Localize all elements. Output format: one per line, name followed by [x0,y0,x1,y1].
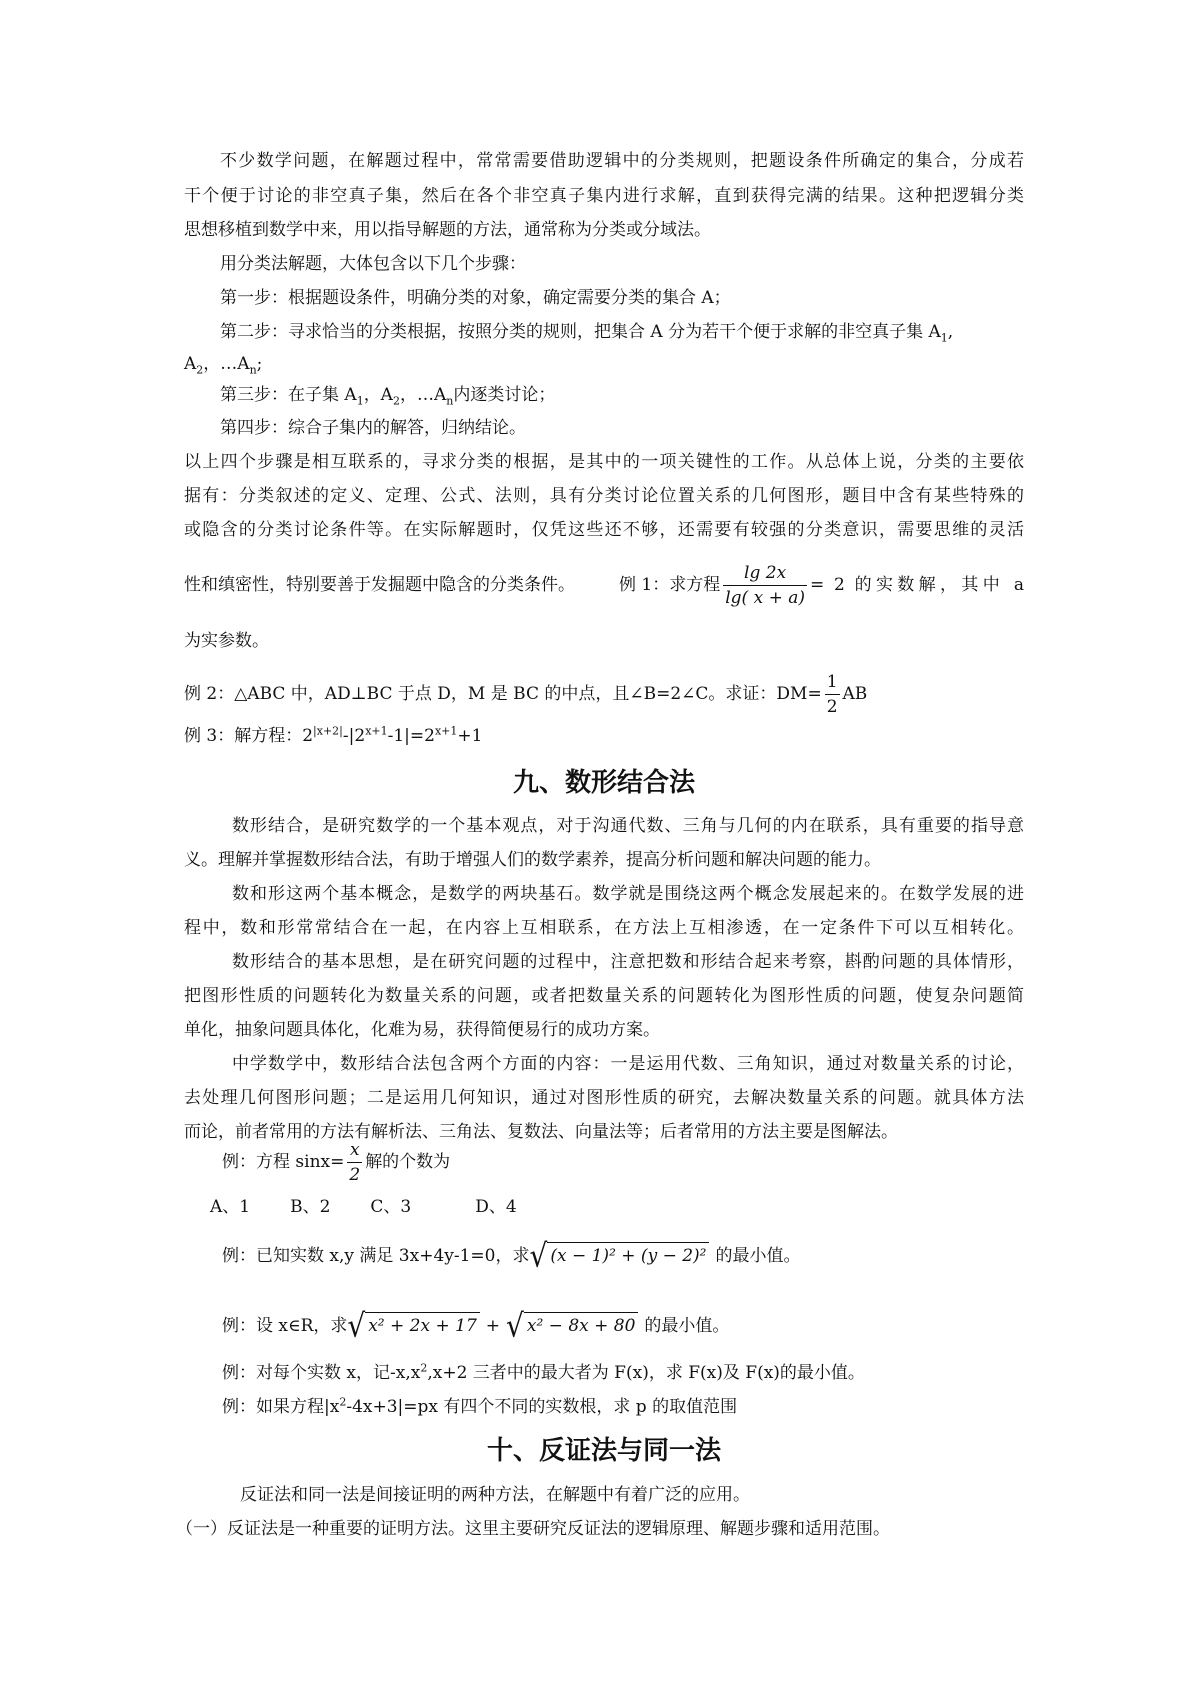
step-4: 第四步：综合子集内的解答，归纳结论。 [220,418,526,438]
example-2-text: AB [842,684,868,704]
paragraph-line: （一）反证法是一种重要的证明方法。这里主要研究反证法的逻辑原理、解题步骤和适用范围。 [176,1519,890,1539]
example-1-fraction [723,561,807,610]
step-3-text: 第三步：在子集 A [220,385,357,405]
paragraph-line: 不少数学问题，在解题过程中，常常需要借助逻辑中的分类规则，把题设条件所确定的集合，分成若 [220,151,1024,171]
paragraph-line: 单化，抽象问题具体化，化难为易，获得简便易行的成功方案。 [184,1020,660,1040]
exponent: x+1 [434,724,458,738]
example-text: 例：如果方程|x [222,1397,340,1417]
paragraph-line: 数和形这两个基本概念，是数学的两块基石。数学就是围绕这两个概念发展起来的。在数学发展的进 [232,884,1024,904]
example-abs-equation [222,1396,1062,1418]
exponent: |x+2| [313,724,343,738]
example-2-fraction [825,670,840,719]
paragraph-line: 而论，前者常用的方法有解析法、三角法、复数法、向量法等；后者常用的方法主要是图解法。 [184,1122,898,1142]
example-1 [184,556,1024,614]
sqrt-expression: √ x² + 2x + 17 [347,1312,479,1341]
paragraph-line: 用分类法解题，大体包含以下几个步骤： [220,254,526,274]
example-3-text: -1|=2 [387,726,435,746]
example-text: ,x+2 三者中的最大者为 F(x)，求 F(x)及 F(x)的最小值。 [427,1363,865,1383]
example-2 [184,666,1024,722]
paragraph-line: 中学数学中，数形结合法包含两个方面的内容：一是运用代数、三角知识，通过对数量关系的讨论， [232,1054,1024,1074]
example-text: 例：已知实数 x,y 满足 3x+4y-1=0，求 [222,1246,530,1266]
option-c: C、3 [370,1197,412,1217]
example-1-label: 例 1：求方程 [619,575,721,595]
example-2-text: 例 2：△ABC 中，AD⊥BC 于点 D，M 是 BC 的中点，且∠B=2∠C。求证：DM= [184,684,822,704]
option-b: B、2 [290,1197,331,1217]
radicand: x² − 8x + 80 [524,1312,639,1337]
step-3-text: ，…A [399,385,447,405]
example-3-text: +1 [457,726,483,746]
paragraph-line: 反证法和同一法是间接证明的两种方法，在解题中有着广泛的应用。 [240,1485,750,1505]
sqrt-expression: √ x² − 8x + 80 [506,1312,638,1341]
step-2-continued: $A_2$，$\dots A_n$; [184,354,263,377]
step-3: 第三步：在子集 $A_1$，$A_2$，$\dots A_n$内逐类讨论； [220,385,556,408]
sqrt-expression: √ (x − 1)² + (y − 2)² [530,1242,710,1271]
option-a: A、1 [210,1197,251,1217]
exponent: 2 [420,1361,428,1375]
option-d: D、4 [475,1197,517,1217]
fraction-numerator: lg 2x [723,561,807,586]
paragraph-line: 或隐含的分类讨论条件等。在实际解题时，仅凭这些还不够，还需要有较强的分类意识，需要思维的灵活 [184,520,1024,540]
example-1-text: = 2 的实数解，其中 a [810,575,1024,595]
section-title: 十、反证法与同一法 [486,1436,721,1466]
radicand: (x − 1)² + (y − 2)² [547,1242,709,1267]
step-3-text: ，A [363,385,393,405]
paragraph-line: 干个便于讨论的非空真子集，然后在各个非空真子集内进行求解，直到获得完满的结果。这种把逻辑分类 [184,186,1024,206]
fraction-denominator: 2 [349,1164,361,1185]
exponent: x+1 [365,724,388,738]
paragraph-line: 据有：分类叙述的定义、定理、公式、法则，具有分类讨论位置关系的几何图形，题目中含有某些特殊的 [184,486,1024,506]
radicand: x² + 2x + 17 [365,1312,480,1337]
example-fraction [347,1138,362,1187]
example-sum-roots [222,1306,1062,1346]
example-1-continued: 为实参数。 [184,631,269,651]
paragraph-line: 义。理解并掌握数形结合法，有助于增强人们的数学素养，提高分析问题和解决问题的能力。 [184,850,881,870]
example-max-function [222,1362,1062,1384]
example-text: 例：设 x∈R，求 [222,1316,348,1336]
example-text: 的最小值。 [644,1316,730,1336]
paragraph-line: 性和缜密性，特别要善于发掘题中隐含的分类条件。 [184,575,575,595]
example-text: 解的个数为 [365,1152,451,1172]
step-1: 第一步：根据题设条件，明确分类的对象，确定需要分类的集合 A； [220,288,731,308]
example-min-distance [222,1236,1062,1276]
example-3 [184,725,1024,747]
paragraph-line: 以上四个步骤是相互联系的，寻求分类的根据，是其中的一项关键性的工作。从总体上说，分类的主要依 [184,452,1024,472]
example-text: 例：对每个实数 x，记-x,x [222,1363,421,1383]
example-sinx [222,1134,1062,1190]
step-2-text: 第二步：寻求恰当的分类根据，按照分类的规则，把集合 A 分为若干个便于求解的非空真子集 A [220,322,941,342]
example-text: -4x+3|=px 有四个不同的实数根，求 p 的取值范围 [346,1397,738,1417]
fraction-denominator: lg( x + a) [725,587,805,608]
example-3-text: -|2 [342,726,366,746]
paragraph-line: 去处理几何图形问题；二是运用几何知识，通过对图形性质的研究，去解决数量关系的问题。就具体方法 [184,1088,1024,1108]
example-text: 例：方程 sinx= [222,1152,345,1172]
paragraph-line: 数形结合，是研究数学的一个基本观点，对于沟通代数、三角与几何的内在联系，具有重要的指导意 [232,816,1024,836]
step-3-text: 内逐类讨论； [453,385,556,405]
fraction-denominator: 2 [826,696,838,717]
plus-sign: + [485,1316,501,1336]
answer-options [210,1196,1050,1218]
paragraph-line: 数形结合的基本思想，是在研究问题的过程中，注意把数和形结合起来考察，斟酌问题的具体情形， [232,952,1024,972]
fraction-numerator: x [347,1138,362,1163]
example-text: 的最小值。 [715,1246,801,1266]
paragraph-line: 把图形性质的问题转化为数量关系的问题，或者把数量关系的问题转化为图形性质的问题，使复杂问题简 [184,986,1024,1006]
paragraph-line: 程中，数和形常常结合在一起，在内容上互相联系，在方法上互相渗透，在一定条件下可以互相转化。 [184,918,1024,938]
fraction-numerator: 1 [825,670,840,695]
exponent: 2 [339,1395,347,1409]
step-2-end: …A [220,354,250,374]
section-title: 九、数形结合法 [512,768,695,798]
example-3-text: 例 3：解方程：2 [184,726,314,746]
paragraph-line: 思想移植到数学中来，用以指导解题的方法，通常称为分类或分域法。 [184,220,711,240]
step-2: 第二步：寻求恰当的分类根据，按照分类的规则，把集合 A 分为若干个便于求解的非空真子集 $A_1$, [220,322,954,345]
